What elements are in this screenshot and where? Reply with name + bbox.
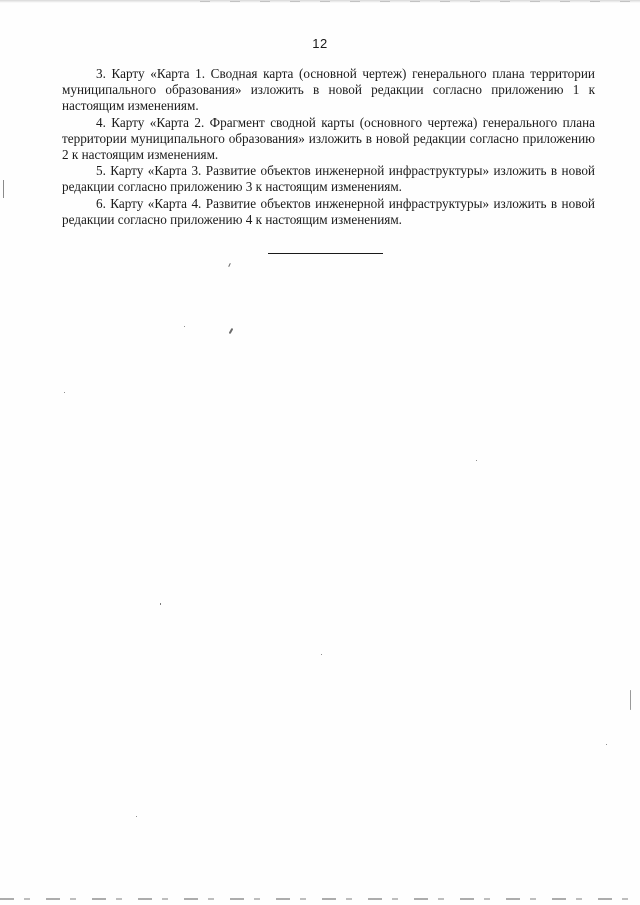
paragraph-item-4: 4. Карту «Карта 2. Фрагмент сводной карты (основного чертежа) генерального плана территории муниципального образования» изложить в новой редакции согласно приложению 2 к настоящим изменениям. [62,114,595,163]
paragraph-item-5: 5. Карту «Карта 3. Развитие объектов инженерной инфраструктуры» изложить в новой редакции согласно приложению 3 к настоящим изменениям. [62,163,595,195]
paragraph-item-3: 3. Карту «Карта 1. Сводная карта (основной чертеж) генерального плана территории муниципального образования» изложить в новой редакции согласно приложению 1 к настоящим изменениям. [62,66,595,114]
scan-speck [606,744,607,745]
scan-speck [184,326,185,327]
scan-speck [136,816,137,817]
scan-speck [229,328,234,334]
scan-speck [321,654,322,655]
scan-speck [476,460,477,461]
scan-speck [64,392,65,393]
document-body [62,66,595,228]
paragraph-item-6: 6. Карту «Карта 4. Развитие объектов инженерной инфраструктуры» изложить в новой редакции согласно приложению 4 к настоящим изменениям. [62,195,595,227]
scan-speck [630,690,631,710]
end-of-text-rule [268,253,383,254]
scan-speck [228,263,231,267]
scan-artifact-bottom [0,898,640,900]
scan-artifact-left-margin [3,180,4,198]
page-number: 12 [312,36,328,51]
scan-artifact-top [200,1,640,2]
scan-speck [160,603,161,605]
